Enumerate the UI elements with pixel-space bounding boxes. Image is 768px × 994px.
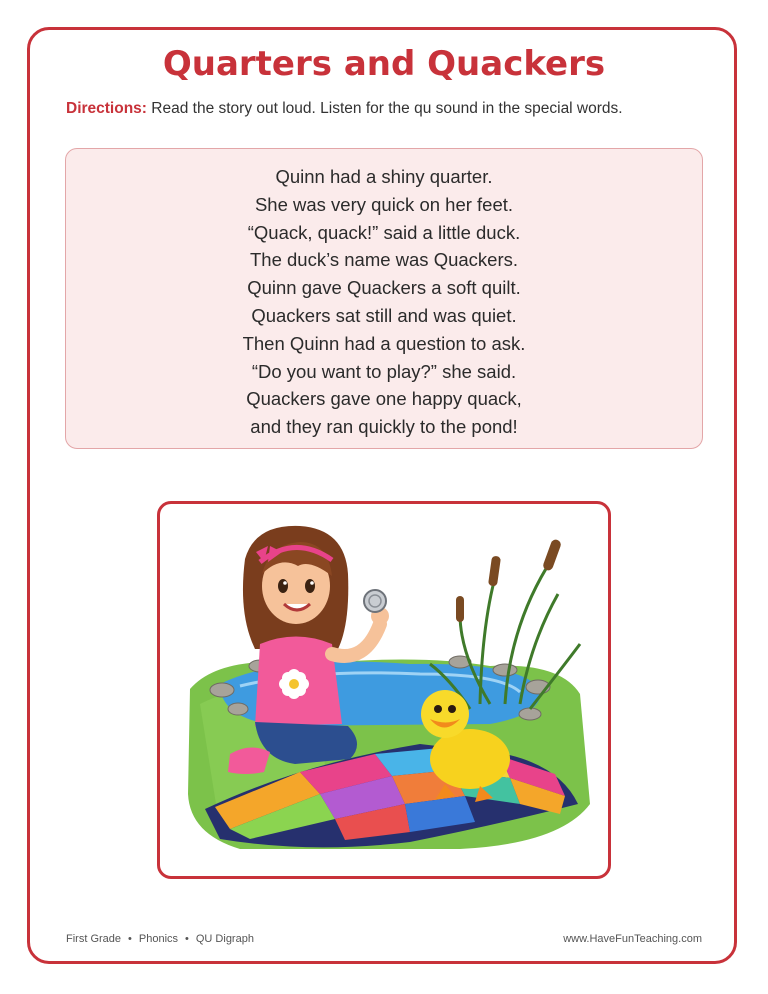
story-line: Quackers sat still and was quiet. — [251, 304, 517, 326]
story-line: Quinn gave Quackers a soft quilt. — [247, 277, 521, 299]
story-line: She was very quick on her feet. — [254, 193, 514, 215]
illustration-frame — [157, 501, 611, 879]
directions-text: Read the story out loud. Listen for the qu sound in the special words. — [146, 100, 623, 117]
story-line: The duck’s name was Quackers. — [249, 249, 519, 271]
directions-label: Directions: — [66, 100, 147, 117]
story-line: “Quack, quack!” said a little duck. — [247, 221, 521, 243]
directions — [66, 100, 716, 118]
worksheet-title: Quarters and Quackers — [162, 44, 606, 84]
story-illustration — [160, 504, 608, 876]
story-line: “Do you want to play?” she said. — [251, 360, 517, 382]
story-line: Quackers gave one happy quack, — [246, 388, 522, 410]
story-text — [66, 163, 702, 441]
story-box — [65, 148, 703, 449]
footer-separator: • — [185, 933, 189, 945]
footer-subject: Phonics — [138, 933, 179, 945]
footer-website: www.HaveFunTeaching.com — [563, 933, 702, 945]
story-line: Quinn had a shiny quarter. — [275, 166, 493, 187]
footer-topic: QU Digraph — [195, 933, 254, 945]
footer-grade: First Grade — [66, 933, 122, 945]
story-line: and they ran quickly to the pond! — [250, 416, 518, 438]
footer-breadcrumb — [66, 933, 254, 945]
story-line: Then Quinn had a question to ask. — [242, 332, 526, 354]
footer-separator: • — [128, 933, 132, 945]
